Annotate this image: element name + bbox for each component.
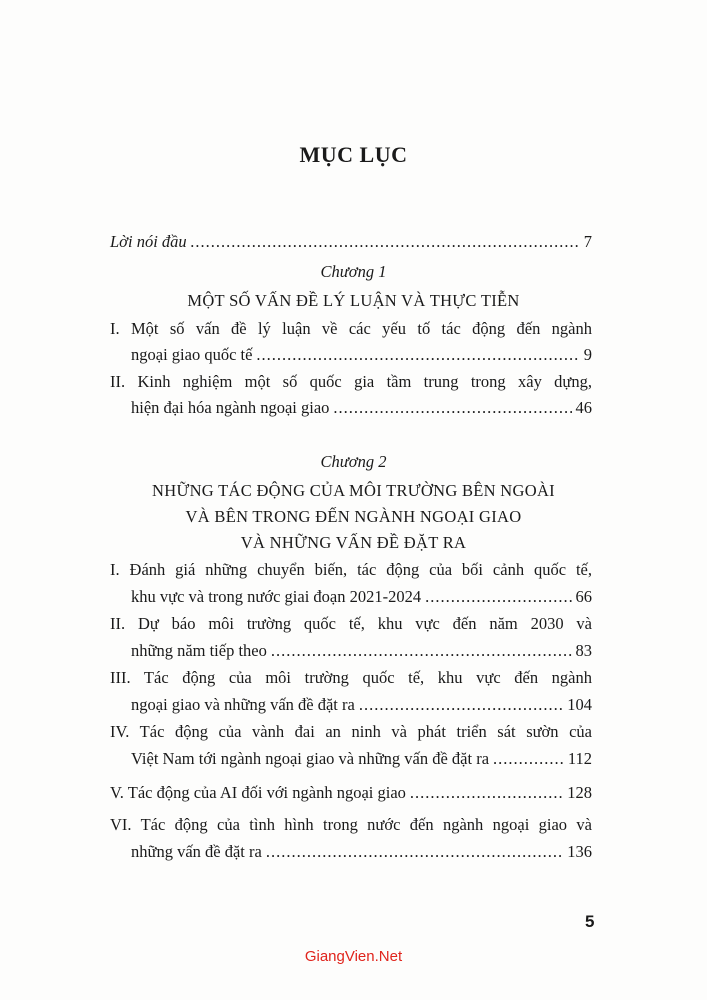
page-title: MỤC LỤC bbox=[299, 142, 408, 167]
toc-page-number: 104 bbox=[567, 695, 592, 714]
toc-entry-2-6 bbox=[131, 842, 592, 862]
toc-entry-label: những vấn đề đặt ra bbox=[131, 842, 262, 861]
toc-page-number: 83 bbox=[575, 641, 592, 660]
toc-entry-1-2-line1: II. Kinh nghiệm một số quốc gia tầm trung trong xây dựng, bbox=[110, 372, 592, 391]
toc-page-number: 112 bbox=[567, 749, 592, 768]
toc-entry-2-3 bbox=[131, 695, 592, 715]
toc-page-number: 9 bbox=[583, 345, 592, 364]
toc-entry-label: V. Tác động của AI đối với ngành ngoại giao bbox=[110, 783, 406, 802]
leader-dots bbox=[256, 345, 579, 365]
leader-dots bbox=[410, 783, 563, 803]
toc-entry-2-5 bbox=[110, 783, 592, 803]
chapter-2-label: Chương 2 bbox=[320, 452, 387, 471]
leader-dots bbox=[266, 842, 563, 862]
toc-page-number: 7 bbox=[583, 232, 592, 251]
leader-dots bbox=[425, 587, 571, 607]
watermark: GiangVien.Net bbox=[304, 948, 403, 965]
toc-page-number: 66 bbox=[575, 587, 592, 606]
leader-dots bbox=[191, 232, 580, 252]
chapter-2-heading-line1: NHỮNG TÁC ĐỘNG CỦA MÔI TRƯỜNG BÊN NGOÀI bbox=[152, 481, 555, 500]
toc-entry-2-6-line1: VI. Tác động của tình hình trong nước đến ngành ngoại giao và bbox=[110, 815, 592, 834]
chapter-2-heading-line2: VÀ BÊN TRONG ĐẾN NGÀNH NGOẠI GIAO bbox=[185, 507, 522, 526]
leader-dots bbox=[493, 749, 564, 769]
toc-entry-1-2 bbox=[131, 398, 592, 418]
toc-entry-2-4-line1: IV. Tác động của vành đai an ninh và phát triển sát sườn của bbox=[110, 722, 592, 741]
toc-entry-2-2 bbox=[131, 641, 592, 661]
toc-entry-2-3-line1: III. Tác động của môi trường quốc tế, khu vực đến ngành bbox=[110, 668, 592, 687]
toc-page-number: 46 bbox=[575, 398, 592, 417]
toc-entry-label: những năm tiếp theo bbox=[131, 641, 267, 660]
page-number: 5 bbox=[585, 912, 595, 931]
toc-entry-1-1 bbox=[131, 345, 592, 365]
toc-entry-2-4 bbox=[131, 749, 592, 769]
chapter-1-label: Chương 1 bbox=[320, 262, 387, 281]
toc-page-number: 128 bbox=[567, 783, 592, 802]
chapter-2-heading-line3: VÀ NHỮNG VẤN ĐỀ ĐẶT RA bbox=[240, 533, 467, 552]
toc-entry-label: ngoại giao quốc tế bbox=[131, 345, 253, 364]
leader-dots bbox=[333, 398, 571, 418]
chapter-1-heading: MỘT SỐ VẤN ĐỀ LÝ LUẬN VÀ THỰC TIỄN bbox=[187, 291, 520, 310]
toc-entry-label: hiện đại hóa ngành ngoại giao bbox=[131, 398, 330, 417]
toc-entry-label: khu vực và trong nước giai đoạn 2021-2024 bbox=[131, 587, 422, 606]
toc-entry-label: Việt Nam tới ngành ngoại giao và những vấn đề đặt ra bbox=[131, 749, 490, 768]
toc-entry-label: ngoại giao và những vấn đề đặt ra bbox=[131, 695, 355, 714]
toc-entry-1-1-line1: I. Một số vấn đề lý luận về các yếu tố tác động đến ngành bbox=[110, 319, 592, 338]
leader-dots bbox=[271, 641, 572, 661]
leader-dots bbox=[359, 695, 563, 715]
toc-entry-preface bbox=[110, 232, 592, 252]
toc-entry-2-2-line1: II. Dự báo môi trường quốc tế, khu vực đến năm 2030 và bbox=[110, 614, 592, 633]
toc-entry-2-1-line1: I. Đánh giá những chuyển biến, tác động của bối cảnh quốc tế, bbox=[110, 560, 592, 579]
toc-page-number: 136 bbox=[567, 842, 592, 861]
toc-entry-2-1 bbox=[131, 587, 592, 607]
toc-entry-label: Lời nói đầu bbox=[110, 232, 187, 251]
